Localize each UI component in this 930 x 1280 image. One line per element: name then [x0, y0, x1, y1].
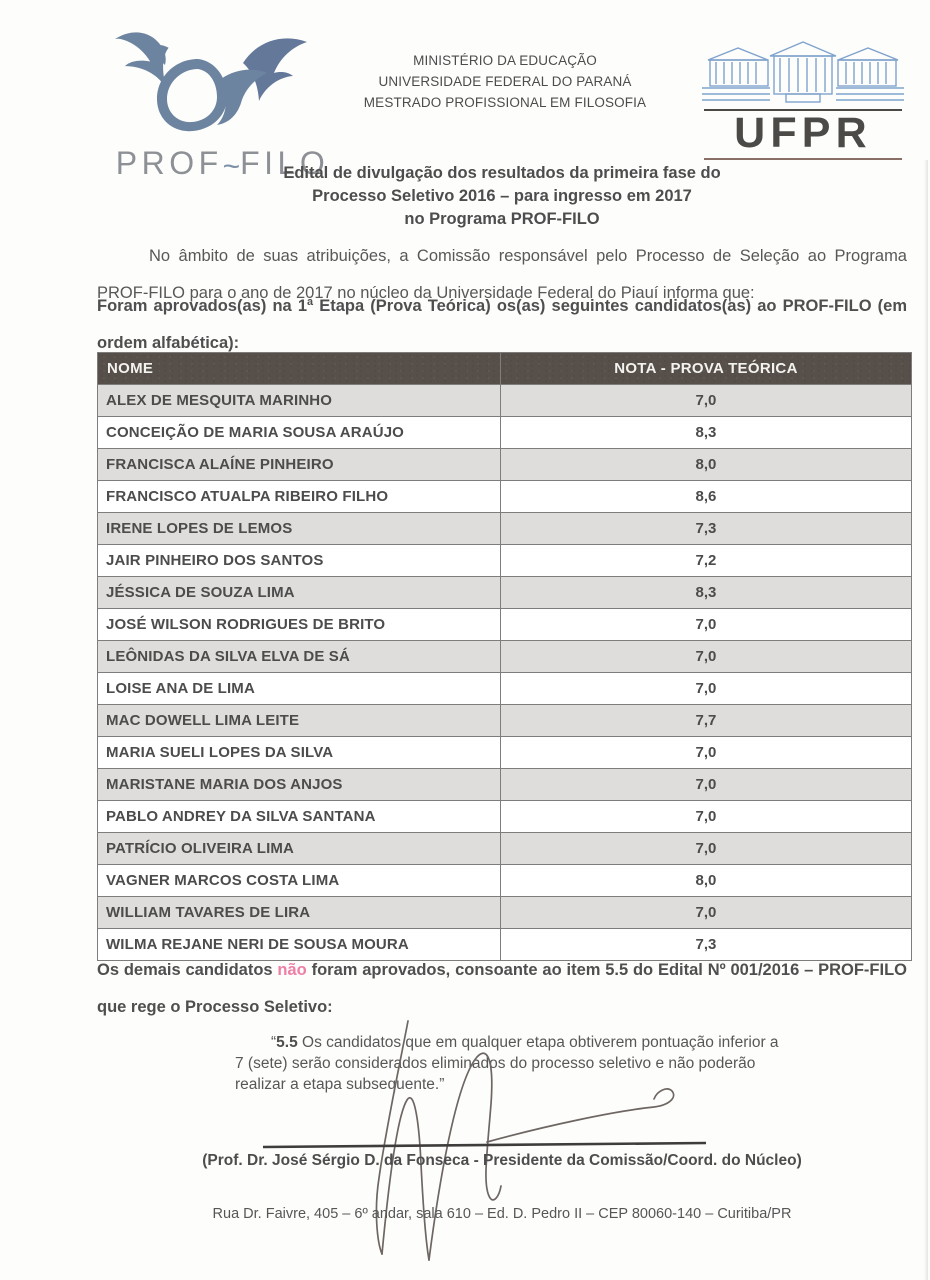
- score-cell: 7,0: [500, 385, 911, 417]
- candidate-name-cell: JÉSSICA DE SOUZA LIMA: [98, 577, 501, 609]
- table-row: [98, 833, 912, 865]
- table-row: [98, 417, 912, 449]
- score-cell: 7,0: [500, 673, 911, 705]
- owl-glasses-icon: [95, 27, 350, 145]
- score-cell: 7,0: [500, 897, 911, 929]
- document-title: [97, 162, 907, 231]
- table-row: [98, 577, 912, 609]
- ministry-line: UNIVERSIDADE FEDERAL DO PARANÁ: [378, 74, 632, 89]
- table-row: [98, 641, 912, 673]
- score-cell: 7,2: [500, 545, 911, 577]
- signature-line: [263, 1143, 706, 1147]
- column-header-nota: NOTA - PROVA TEÓRICA: [500, 353, 911, 385]
- score-cell: 8,3: [500, 577, 911, 609]
- approved-paragraph: Foram aprovados(as) na 1ª Etapa (Prova Teórica) os(as) seguintes candidatos(as) ao PROF-FILO (em ordem alfabética):: [97, 297, 907, 352]
- score-cell: 7,0: [500, 769, 911, 801]
- ufpr-building-icon: [700, 34, 906, 114]
- candidate-name-cell: MARISTANE MARIA DOS ANJOS: [98, 769, 501, 801]
- header-row: [98, 353, 912, 385]
- title-line: Processo Seletivo 2016 – para ingresso em 2017: [312, 187, 692, 205]
- footer-address: Rua Dr. Faivre, 405 – 6º andar, sala 610 – Ed. D. Pedro II – CEP 80060-140 – Curitiba/PR: [212, 1206, 792, 1222]
- edital-quote: “5.5 Os candidatos que em qualquer etapa obtiverem pontuação inferior a 7 (sete) serão considerados eliminados do processo seletivo e não poderão realizar a etapa subsequente.”: [235, 1034, 779, 1093]
- candidate-name-cell: PABLO ANDREY DA SILVA SANTANA: [98, 801, 501, 833]
- candidate-name-cell: FRANCISCO ATUALPA RIBEIRO FILHO: [98, 481, 501, 513]
- title-line: no Programa PROF-FILO: [404, 210, 600, 228]
- score-cell: 7,3: [500, 513, 911, 545]
- ministry-line: MESTRADO PROFISSIONAL EM FILOSOFIA: [363, 95, 647, 110]
- candidate-name-cell: FRANCISCA ALAÍNE PINHEIRO: [98, 449, 501, 481]
- candidate-name-cell: JAIR PINHEIRO DOS SANTOS: [98, 545, 501, 577]
- candidate-name-cell: WILMA REJANE NERI DE SOUSA MOURA: [98, 929, 501, 961]
- candidate-name-cell: JOSÉ WILSON RODRIGUES DE BRITO: [98, 609, 501, 641]
- table-row: [98, 673, 912, 705]
- table-row: [98, 705, 912, 737]
- results-table: [97, 352, 912, 961]
- candidate-name-cell: LEÔNIDAS DA SILVA ELVA DE SÁ: [98, 641, 501, 673]
- column-header-nome: NOME: [98, 353, 501, 385]
- score-cell: 8,0: [500, 449, 911, 481]
- score-cell: 8,3: [500, 417, 911, 449]
- candidate-name-cell: LOISE ANA DE LIMA: [98, 673, 501, 705]
- score-cell: 7,3: [500, 929, 911, 961]
- candidate-name-cell: ALEX DE MESQUITA MARINHO: [98, 385, 501, 417]
- ufpr-wordmark: UFPR: [734, 109, 872, 157]
- ufpr-logo: [700, 34, 910, 162]
- table-row: [98, 449, 912, 481]
- score-cell: 8,6: [500, 481, 911, 513]
- table-row: [98, 769, 912, 801]
- results-table-body: [98, 385, 912, 961]
- table-row: [98, 545, 912, 577]
- quote-item-number: 5.5: [276, 1034, 298, 1051]
- score-cell: 7,0: [500, 833, 911, 865]
- table-row: [98, 897, 912, 929]
- score-cell: 7,0: [500, 737, 911, 769]
- table-row: [98, 801, 912, 833]
- table-row: [98, 481, 912, 513]
- highlighted-nao: não: [277, 961, 307, 979]
- intro-paragraph: No âmbito de suas atribuições, a Comissão responsável pelo Processo de Seleção ao Programa PROF-FILO para o ano de 2017 no núcleo da Universidade Federal do Piauí informa que:: [97, 247, 907, 302]
- candidate-name-cell: WILLIAM TAVARES DE LIRA: [98, 897, 501, 929]
- ministry-line: MINISTÉRIO DA EDUCAÇÃO: [413, 53, 597, 68]
- score-cell: 7,0: [500, 641, 911, 673]
- table-row: [98, 865, 912, 897]
- table-row: [98, 737, 912, 769]
- table-row: [98, 513, 912, 545]
- candidate-name-cell: PATRÍCIO OLIVEIRA LIMA: [98, 833, 501, 865]
- candidate-name-cell: IRENE LOPES DE LEMOS: [98, 513, 501, 545]
- not-approved-paragraph: Os demais candidatos não foram aprovados, consoante ao item 5.5 do Edital Nº 001/2016 – PROF-FILO que rege o Processo Seletivo:: [97, 961, 907, 1016]
- signature-caption: (Prof. Dr. José Sérgio D. da Fonseca - Presidente da Comissão/Coord. do Núcleo): [202, 1152, 802, 1169]
- score-cell: 8,0: [500, 865, 911, 897]
- title-line: Edital de divulgação dos resultados da primeira fase do: [283, 164, 721, 182]
- candidate-name-cell: VAGNER MARCOS COSTA LIMA: [98, 865, 501, 897]
- candidate-name-cell: MARIA SUELI LOPES DA SILVA: [98, 737, 501, 769]
- score-cell: 7,0: [500, 801, 911, 833]
- candidate-name-cell: MAC DOWELL LIMA LEITE: [98, 705, 501, 737]
- table-row: [98, 609, 912, 641]
- candidate-name-cell: CONCEIÇÃO DE MARIA SOUSA ARAÚJO: [98, 417, 501, 449]
- prof-filo-wordmark: PROF~FILO: [115, 145, 330, 183]
- ministry-block: [330, 50, 680, 113]
- score-cell: 7,7: [500, 705, 911, 737]
- tilde-separator: ~: [222, 150, 241, 183]
- scan-edge-artifact: [924, 160, 928, 1280]
- table-row: [98, 385, 912, 417]
- results-table-head: [98, 353, 912, 385]
- prof-filo-logo: [95, 27, 350, 183]
- score-cell: 7,0: [500, 609, 911, 641]
